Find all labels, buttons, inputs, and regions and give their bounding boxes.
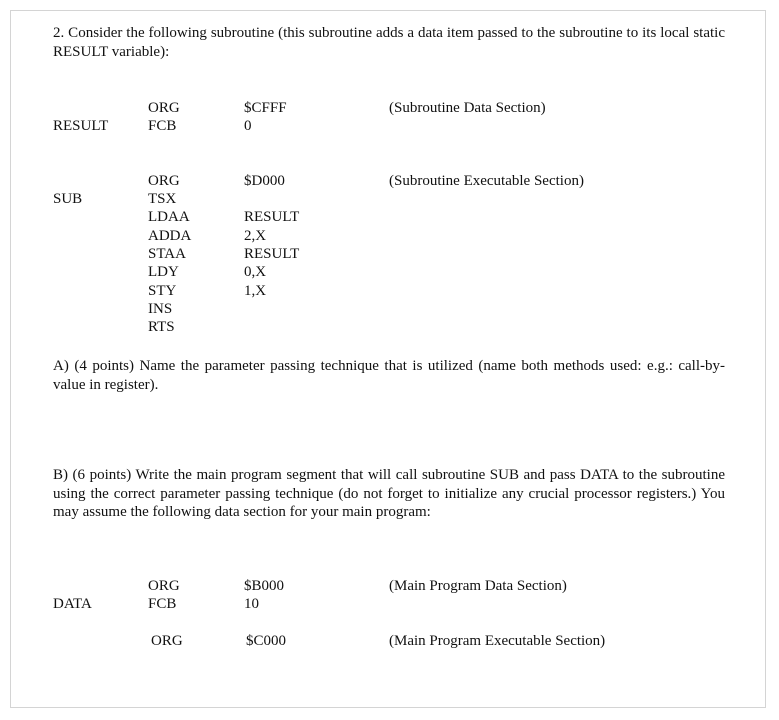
operand-line-7: 1,X bbox=[244, 283, 267, 299]
question-part-a: A) (4 points) Name the parameter passing technique that is utilized (name both methods used: e.g.: call-by-value in register). bbox=[53, 358, 725, 393]
op-line-9: RTS bbox=[148, 319, 175, 335]
op-line-7: STY bbox=[148, 283, 177, 299]
label-result: RESULT bbox=[53, 118, 109, 134]
comment-subroutine-data: (Subroutine Data Section) bbox=[389, 100, 546, 116]
op-line-1: ORG bbox=[148, 173, 180, 189]
operand-line-6: 0,X bbox=[244, 264, 267, 280]
main-op-org: ORG bbox=[148, 578, 180, 594]
operand-line-5: RESULT bbox=[244, 246, 300, 262]
op-line-4: ADDA bbox=[148, 228, 192, 244]
question-part-b: B) (6 points) Write the main program segment that will call subroutine SUB and pass DATA to the subroutine using the correct parameter passing technique (do not forget to initialize any crucial processor registers.) You may assume the following data section for your main program: bbox=[53, 467, 725, 520]
op-line-8: INS bbox=[148, 301, 173, 317]
comment-main-exec: (Main Program Executable Section) bbox=[389, 633, 606, 649]
op-line-2: TSX bbox=[148, 191, 177, 207]
main-exec-operand: $C000 bbox=[246, 633, 287, 649]
operand-line-4: 2,X bbox=[244, 228, 267, 244]
op-org: ORG bbox=[148, 100, 180, 116]
question-intro: 2. Consider the following subroutine (this subroutine adds a data item passed to the subroutine to its local static RESULT variable): bbox=[53, 25, 725, 60]
main-operand-org: $B000 bbox=[244, 578, 285, 594]
op-line-6: LDY bbox=[148, 264, 179, 280]
operand-line-1: $D000 bbox=[244, 173, 285, 189]
main-exec-op: ORG bbox=[151, 633, 183, 649]
label-data: DATA bbox=[53, 596, 92, 612]
operand-fcb: 0 bbox=[244, 118, 252, 134]
op-fcb: FCB bbox=[148, 118, 177, 134]
main-operand-fcb: 10 bbox=[244, 596, 259, 612]
operand-line-3: RESULT bbox=[244, 209, 300, 225]
label-sub: SUB bbox=[53, 191, 83, 207]
comment-subroutine-exec: (Subroutine Executable Section) bbox=[389, 173, 584, 189]
op-line-5: STAA bbox=[148, 246, 186, 262]
op-line-3: LDAA bbox=[148, 209, 190, 225]
comment-main-data: (Main Program Data Section) bbox=[389, 578, 567, 594]
main-op-fcb: FCB bbox=[148, 596, 177, 612]
operand-org: $CFFF bbox=[244, 100, 287, 116]
